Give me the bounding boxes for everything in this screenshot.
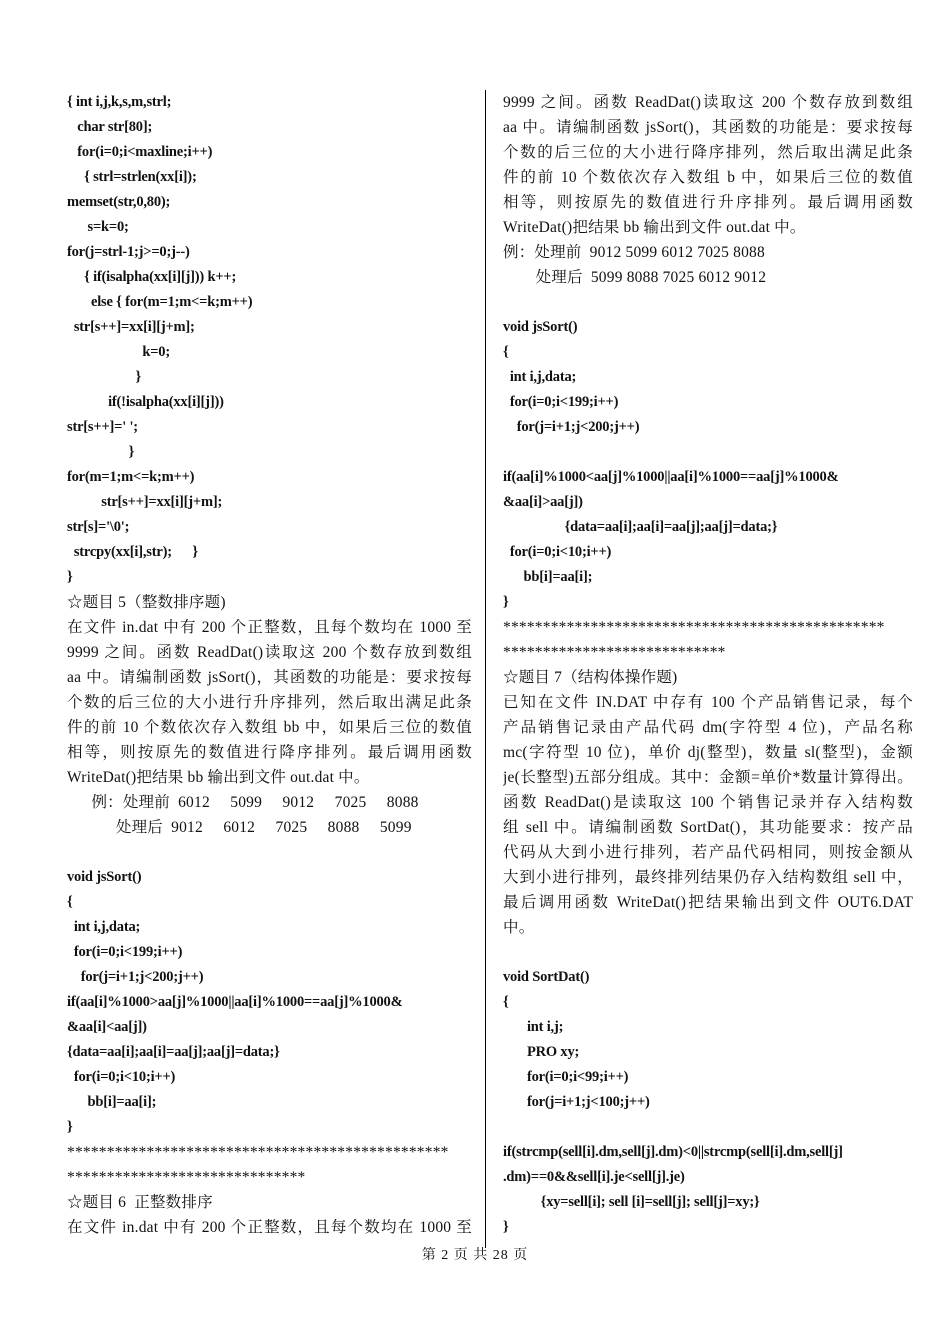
code-line: if(aa[i]%1000>aa[j]%1000||aa[i]%1000==aa[j]%1000& (67, 994, 403, 1010)
code-line (503, 290, 913, 315)
code-line: } (67, 369, 142, 385)
code-line: for(i=0;i<maxline;i++) (67, 144, 213, 160)
text-line: ************************************************ (503, 619, 885, 636)
text-line: 例：处理前 9012 5099 6012 7025 8088 (503, 244, 765, 261)
code-line: for(j=strl-1;j>=0;j--) (67, 244, 190, 260)
code-line: { int i,j,k,s,m,strl; (67, 94, 172, 110)
code-line: } (503, 1219, 509, 1235)
left-column (67, 90, 472, 1240)
text-line: 组 sell 中。请编制函数 SortDat()，其功能要求：按产品 (503, 819, 913, 836)
text-line: 个数的后三位的大小进行升序排列，然后取出满足此条 (67, 694, 472, 711)
code-line: &aa[i]>aa[j]) (503, 494, 583, 510)
code-line: } (503, 594, 509, 610)
code-line: for(i=0;i<199;i++) (67, 944, 183, 960)
code-line: if(aa[i]%1000<aa[j]%1000||aa[i]%1000==aa[j]%1000& (503, 469, 839, 485)
code-line: void jsSort() (67, 869, 142, 885)
code-line (503, 1115, 913, 1140)
code-line: for(i=0;i<99;i++) (503, 1069, 629, 1085)
code-line: } (67, 444, 135, 460)
code-line (503, 440, 913, 465)
code-line: str[s++]=xx[i][j+m]; (67, 494, 223, 510)
text-line: aa 中。请编制函数 jsSort()，其函数的功能是：要求按每 (503, 119, 913, 136)
code-line: for(i=0;i<199;i++) (503, 394, 619, 410)
code-line: memset(str,0,80); (67, 194, 171, 210)
text-line: 已知在文件 IN.DAT 中存有 100 个产品销售记录，每个 (503, 694, 913, 711)
text-line: 产品销售记录由产品代码 dm(字符型 4 位)，产品名称 (503, 719, 913, 736)
code-line: str[s]='\0'; (67, 519, 130, 535)
text-line: ☆题目 6 正整数排序 (67, 1194, 213, 1211)
text-line: 个数的后三位的大小进行降序排列，然后取出满足此条 (503, 144, 913, 161)
code-line: for(j=i+1;j<200;j++) (67, 969, 204, 985)
code-line (503, 940, 913, 965)
code-line: else { for(m=1;m<=k;m++) (67, 294, 253, 310)
code-line: { strl=strlen(xx[i]); (67, 169, 197, 185)
text-line: 例：处理前 6012 5099 9012 7025 8088 (67, 794, 419, 811)
text-line: 大到小进行排列，最终排列结果仍存入结构数组 sell 中， (503, 869, 913, 886)
text-line: **************************** (503, 644, 726, 661)
text-line: aa 中。请编制函数 jsSort()，其函数的功能是：要求按每 (67, 669, 472, 686)
code-line: { if(isalpha(xx[i][j])) k++; (67, 269, 237, 285)
text-line: 9999 之间。函数 ReadDat()读取这 200 个数存放到数组 (503, 94, 913, 111)
text-line: mc(字符型 10 位)，单价 dj(整型)，数量 sl(整型)，金额 (503, 744, 913, 761)
text-line: WriteDat()把结果 bb 输出到文件 out.dat 中。 (67, 769, 370, 786)
code-line: strcpy(xx[i],str); } (67, 544, 198, 560)
code-line: .dm)==0&&sell[i].je<sell[j].je) (503, 1169, 685, 1185)
text-line: 代码从大到小进行排列，若产品代码相同，则按金额从 (503, 844, 913, 861)
text-line: 处理后 9012 6012 7025 8088 5099 (67, 819, 412, 836)
code-line: for(m=1;m<=k;m++) (67, 469, 195, 485)
text-line: ************************************************ (67, 1144, 449, 1161)
code-line: str[s++]=xx[i][j+m]; (67, 319, 195, 335)
text-line: 最后调用函数 WriteDat()把结果输出到文件 OUT6.DAT (503, 894, 913, 911)
code-line: &aa[i]<aa[j]) (67, 1019, 147, 1035)
code-line: } (67, 1119, 73, 1135)
code-line: { (503, 344, 509, 360)
code-line: bb[i]=aa[i]; (503, 569, 593, 585)
code-line: {xy=sell[i]; sell [i]=sell[j]; sell[j]=xy;} (503, 1194, 760, 1210)
text-line: 处理后 5099 8088 7025 6012 9012 (503, 269, 767, 286)
text-line: 中。 (503, 919, 535, 936)
page-footer: 第 2 页 共 28 页 (421, 1248, 529, 1263)
text-line: 函数 ReadDat()是读取这 100 个销售记录并存入结构数 (503, 794, 913, 811)
text-line: ****************************** (67, 1169, 306, 1186)
right-column (503, 90, 913, 1240)
text-line: ☆题目 5（整数排序题) (67, 594, 226, 611)
column-divider (485, 90, 486, 1248)
code-line: k=0; (67, 344, 170, 360)
code-line: int i,j; (503, 1019, 564, 1035)
text-line: 相等，则按原先的数值进行升序排列。最后调用函数 (503, 194, 913, 211)
code-line: for(j=i+1;j<100;j++) (503, 1094, 650, 1110)
code-line: int i,j,data; (67, 919, 141, 935)
code-line: bb[i]=aa[i]; (67, 1094, 157, 1110)
code-line: } (67, 569, 73, 585)
text-line: 件的前 10 个数依次存入数组 b 中，如果后三位的数值 (503, 169, 913, 186)
text-line: 相等，则按原先的数值进行降序排列。最后调用函数 (67, 744, 472, 761)
code-line: char str[80]; (67, 119, 153, 135)
code-line: void jsSort() (503, 319, 578, 335)
code-line: for(i=0;i<10;i++) (67, 1069, 176, 1085)
text-line: je(长整型)五部分组成。其中：金额=单价*数量计算得出。 (503, 769, 913, 786)
code-line: for(j=i+1;j<200;j++) (503, 419, 640, 435)
code-line: { (503, 994, 509, 1010)
code-line: { (67, 894, 73, 910)
text-line: WriteDat()把结果 bb 输出到文件 out.dat 中。 (503, 219, 806, 236)
code-line: int i,j,data; (503, 369, 577, 385)
code-line: if(!isalpha(xx[i][j])) (67, 394, 224, 410)
code-line: {data=aa[i];aa[i]=aa[j];aa[j]=data;} (67, 1044, 280, 1060)
text-line: ☆题目 7（结构体操作题) (503, 669, 678, 686)
code-line: str[s++]=' '; (67, 419, 138, 435)
code-line: s=k=0; (67, 219, 129, 235)
code-line: {data=aa[i];aa[i]=aa[j];aa[j]=data;} (503, 519, 778, 535)
code-line: PRO xy; (503, 1044, 580, 1060)
text-line: 件的前 10 个数依次存入数组 bb 中，如果后三位的数值 (67, 719, 472, 736)
text-line: 9999 之间。函数 ReadDat()读取这 200 个数存放到数组 (67, 644, 472, 661)
code-line: for(i=0;i<10;i++) (503, 544, 612, 560)
code-line: void SortDat() (503, 969, 590, 985)
text-line: 在文件 in.dat 中有 200 个正整数，且每个数均在 1000 至 (67, 619, 472, 636)
code-line: if(strcmp(sell[i].dm,sell[j].dm)<0||strcmp(sell[i].dm,sell[j] (503, 1144, 843, 1160)
text-line: 在文件 in.dat 中有 200 个正整数，且每个数均在 1000 至 (67, 1219, 472, 1236)
code-line (67, 840, 472, 865)
